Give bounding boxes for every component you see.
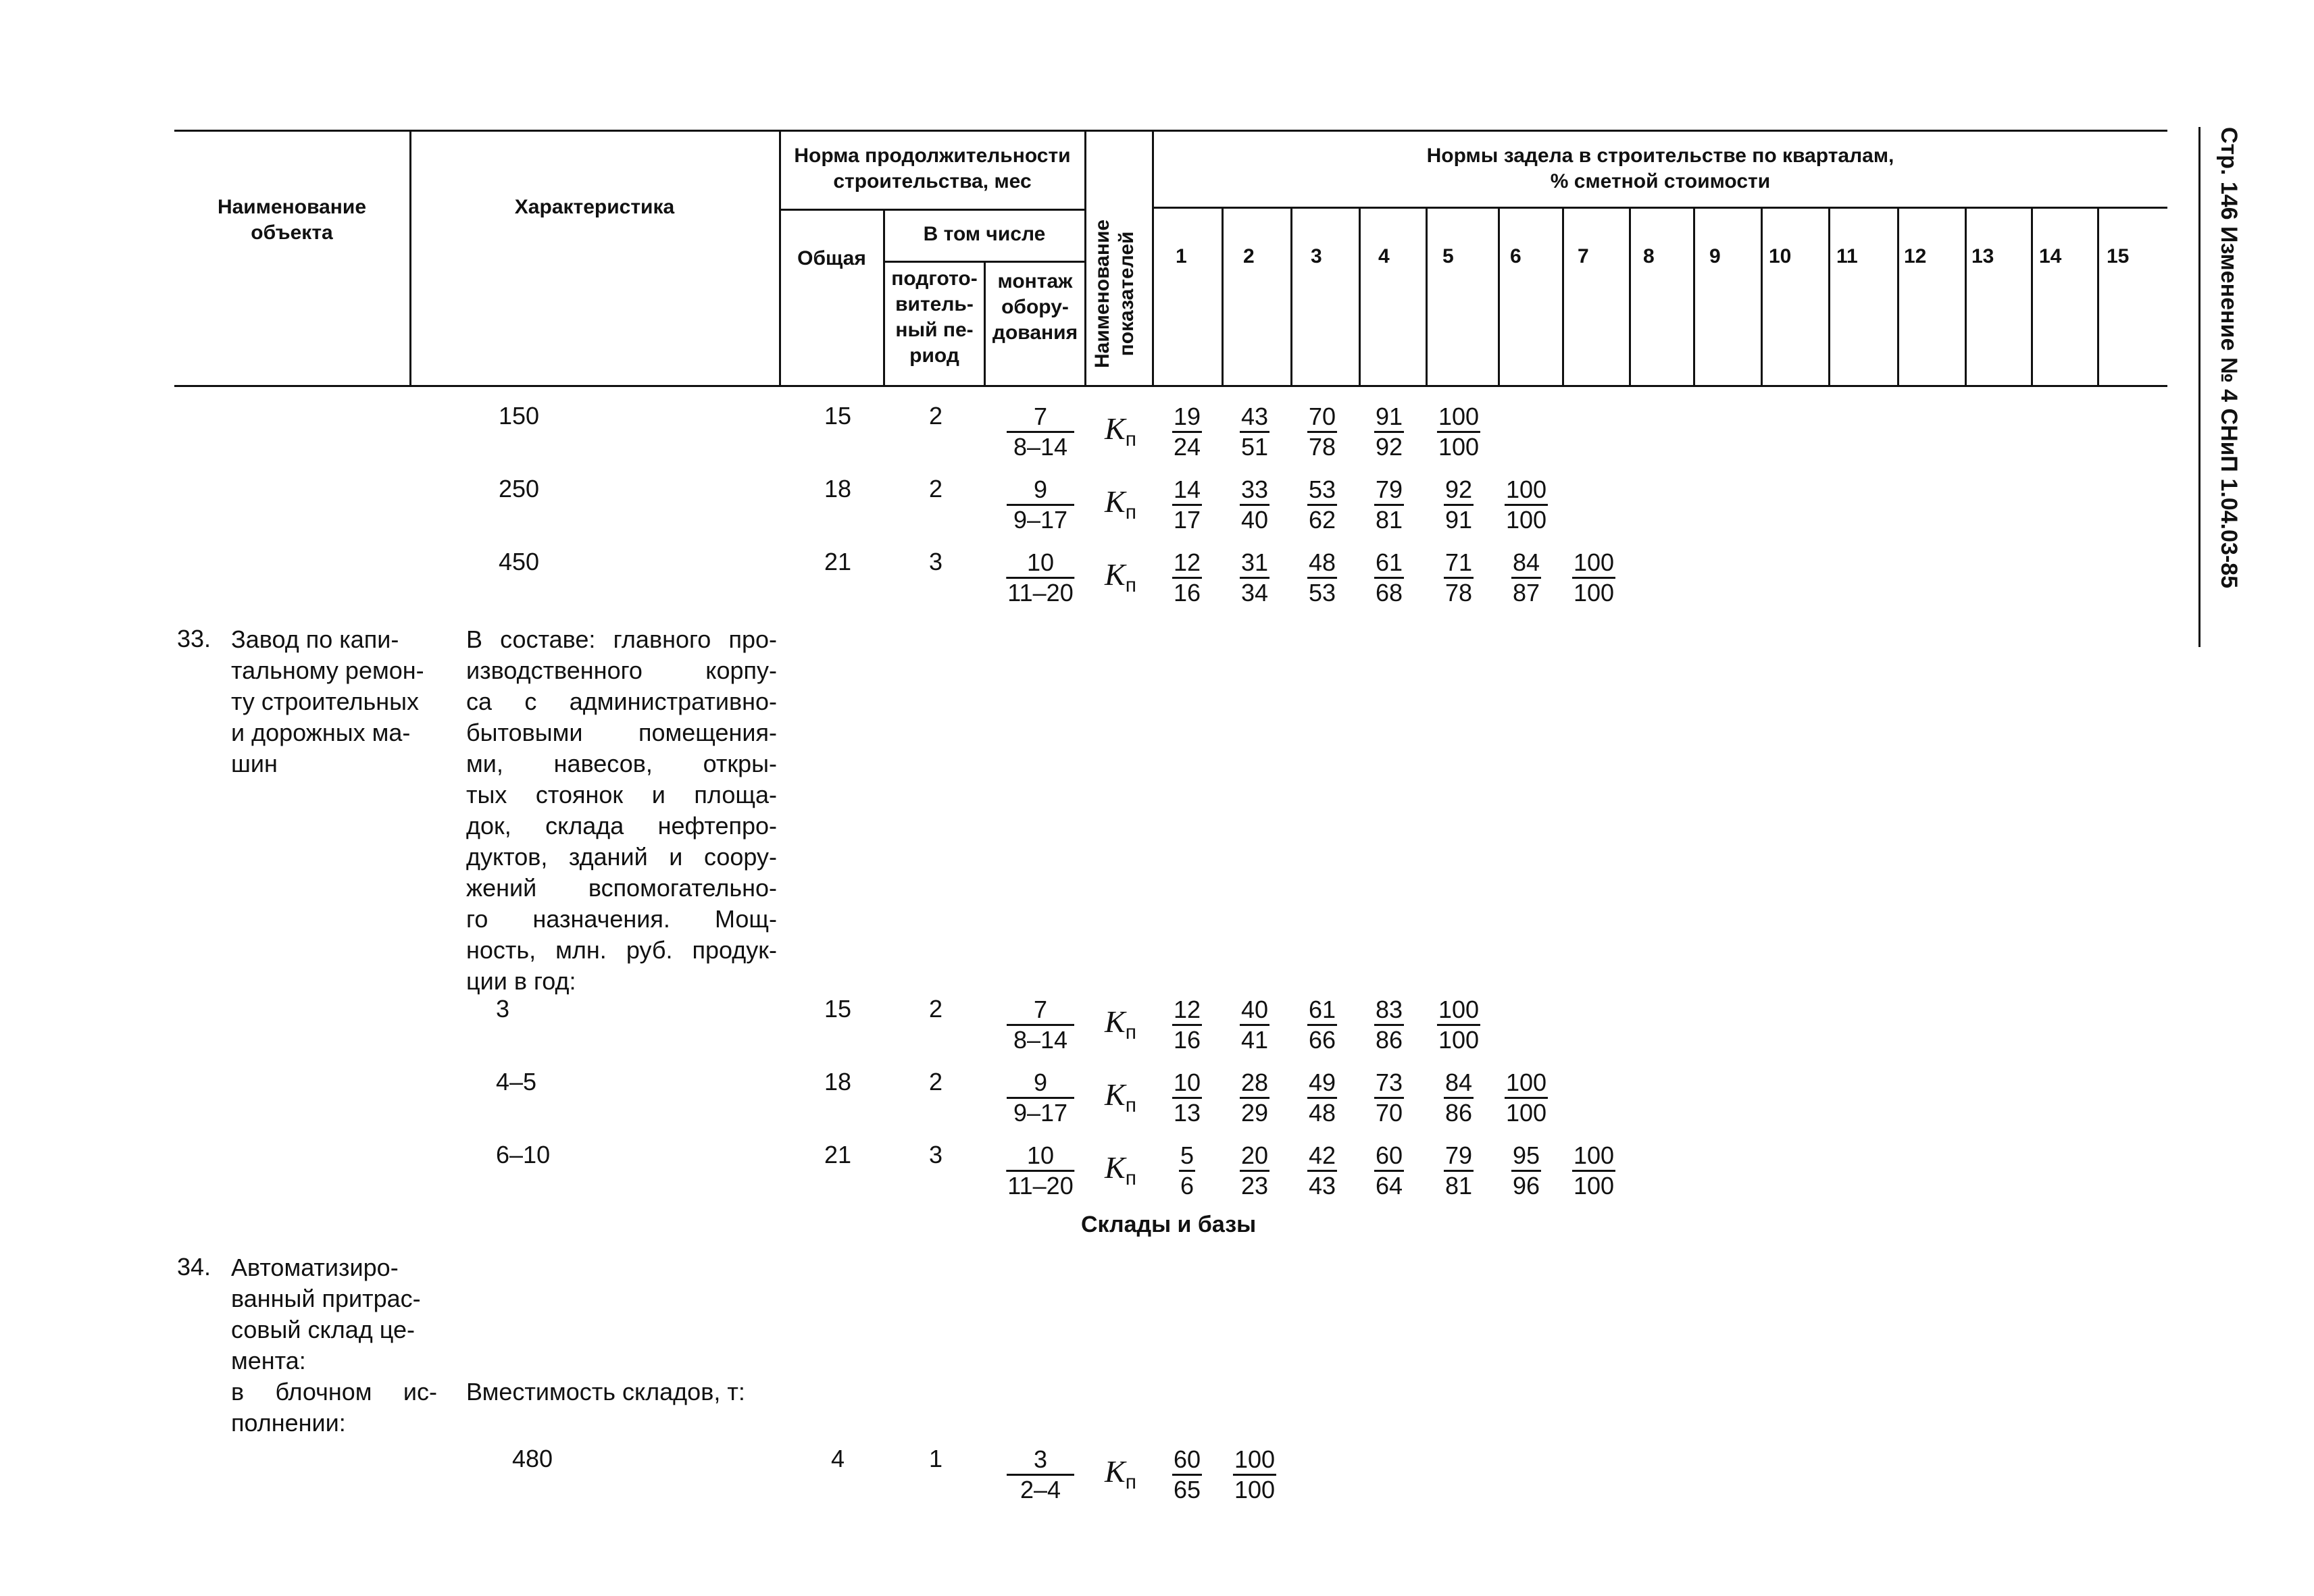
quarter-1-value [1172,403,1202,461]
quarter-5-value [1437,996,1480,1054]
total-duration: 21 [824,1141,852,1168]
quarter-5-value [1444,1141,1474,1200]
capacity-value: 480 [512,1445,553,1472]
quarter-1-value-denominator: 16 [1173,1026,1201,1054]
indicator-kp-sub: п [1125,1167,1136,1190]
quarter-5-value-numerator: 84 [1444,1069,1473,1096]
quarter-4-value [1374,996,1404,1054]
quarter-5-value-denominator: 78 [1444,579,1473,607]
quarter-1-value-denominator: 17 [1173,506,1201,534]
quarter-6-value-numerator: 100 [1505,475,1547,503]
prep-period: 3 [928,1141,943,1168]
quarter-5-value-numerator: 100 [1438,996,1480,1023]
quarter-3-value-numerator: 70 [1308,403,1336,430]
quarter-2-value [1240,548,1269,607]
quarter-2-value-denominator: 23 [1240,1172,1269,1200]
quarter-4-value [1374,1141,1404,1200]
prep-period: 1 [928,1445,943,1472]
quarter-1-value-numerator: 5 [1180,1141,1194,1169]
mount-duration-numerator: 9 [1033,1069,1048,1096]
mount-duration-denominator: 9–17 [1013,1099,1068,1127]
quarter-6-value [1505,475,1548,534]
item-34-description: Вместимость складов, т: [466,1378,745,1406]
quarter-4-value-numerator: 60 [1375,1141,1403,1169]
item-34-name: Автоматизиро- ванный притрас- совый склад це- мента: в блочном ис- полнении: [231,1254,437,1437]
item-33-name: Завод по капи- тальному ремон- ту строительных и дорожных ма- шин [231,625,424,777]
quarter-5-value-denominator: 100 [1438,1026,1480,1054]
header-incl: В том числе [923,223,1046,245]
quarter-2-value-numerator: 43 [1240,403,1269,430]
header-duration-group: Норма продолжительности строительства, мес [794,145,1071,192]
quarter-1-value [1172,475,1202,534]
quarter-3-value-denominator: 62 [1308,506,1336,534]
mount-duration-numerator: 10 [1026,1141,1055,1169]
quarter-1-value [1172,548,1202,607]
quarter-1-value-numerator: 19 [1173,403,1201,430]
prep-period: 3 [928,548,943,575]
quarter-7-value [1572,548,1615,607]
quarter-4-value-numerator: 91 [1375,403,1403,430]
quarter-11: 11 [1836,245,1858,267]
quarter-9: 9 [1709,245,1721,267]
mount-duration-denominator: 8–14 [1013,433,1068,461]
quarter-5-value-denominator: 81 [1444,1172,1473,1200]
header-name-col: Наименование объекта [217,196,367,244]
mount-duration [1007,996,1074,1054]
quarter-3-value-numerator: 49 [1308,1069,1336,1096]
indicator-kp: $K_п$ [1105,484,1136,524]
quarter-2-value-denominator: 51 [1240,433,1269,461]
quarter-1-value-denominator: 16 [1173,579,1201,607]
quarter-7-value-denominator: 100 [1573,579,1615,607]
quarter-6-value [1511,548,1541,607]
indicator-kp: $K_п$ [1105,1454,1136,1494]
indicator-kp-sub: п [1125,501,1136,524]
mount-duration-denominator: 11–20 [1007,579,1074,607]
indicator-kp-sub: п [1125,1094,1136,1117]
quarter-1-value-numerator: 14 [1173,475,1201,503]
header-norms-group: Нормы задела в строительстве по кварталам, % сметной стоимости [1426,145,1894,192]
quarter-13: 13 [1971,245,1994,267]
quarter-2-value-denominator: 40 [1240,506,1269,534]
quarter-6-value-denominator: 100 [1505,506,1547,534]
total-duration: 15 [824,995,852,1023]
quarter-2-value [1233,1445,1276,1504]
header-indicator: Наименование показателей [1091,219,1138,368]
mount-duration [1006,1141,1074,1200]
quarter-10: 10 [1769,245,1792,267]
quarter-3-value [1307,475,1337,534]
total-duration: 15 [824,402,852,430]
quarter-4-value-numerator: 73 [1375,1069,1403,1096]
quarter-2-value-numerator: 100 [1234,1445,1276,1473]
quarter-2-value [1240,1141,1269,1200]
quarter-4-value-numerator: 83 [1375,996,1403,1023]
header-characteristic: Характеристика [514,196,675,218]
quarter-1-value [1172,1445,1202,1504]
quarter-2-value [1240,475,1269,534]
indicator-kp: $K_п$ [1105,1077,1136,1117]
total-duration: 18 [824,1068,852,1096]
quarter-1-value-denominator: 65 [1173,1476,1201,1503]
quarter-1: 1 [1176,245,1187,267]
indicator-kp: $K_п$ [1105,557,1136,597]
indicator-kp-sub: п [1125,428,1136,451]
quarter-6-value [1511,1141,1541,1200]
quarter-5-value [1444,548,1474,607]
capacity-value: 4–5 [496,1068,537,1096]
total-duration: 18 [824,475,852,503]
quarter-15: 15 [2107,245,2130,267]
mount-duration-numerator: 10 [1026,548,1055,576]
mount-duration-denominator: 11–20 [1007,1172,1074,1200]
indicator-kp: $K_п$ [1105,1004,1136,1044]
mount-duration-numerator: 7 [1033,403,1048,430]
mount-duration [1007,403,1074,461]
quarter-1-value-denominator: 24 [1173,433,1201,461]
quarter-1-value [1179,1141,1195,1200]
quarter-3-value-denominator: 43 [1308,1172,1336,1200]
quarter-7: 7 [1578,245,1589,267]
quarter-7-value-denominator: 100 [1573,1172,1615,1200]
indicator-kp-sub: п [1125,1021,1136,1044]
capacity-value: 6–10 [496,1141,551,1168]
quarter-1-value [1172,1069,1202,1127]
mount-duration [1007,1445,1074,1504]
mount-duration [1007,475,1074,534]
prep-period: 2 [928,1068,943,1096]
mount-duration-numerator: 3 [1033,1445,1048,1473]
quarter-2-value [1240,1069,1269,1127]
indicator-kp-sub: п [1125,574,1136,597]
quarter-1-value-denominator: 13 [1173,1099,1201,1127]
quarter-4-value [1374,475,1404,534]
quarter-4-value-numerator: 61 [1375,548,1403,576]
quarter-6-value-denominator: 100 [1505,1099,1547,1127]
quarter-12: 12 [1904,245,1927,267]
total-duration: 21 [824,548,852,575]
quarter-1-value-numerator: 12 [1173,996,1201,1023]
header-mount: монтаж обору- дования [992,270,1078,344]
quarter-2-value-denominator: 100 [1234,1476,1276,1503]
side-header: Стр. 146 Изменение № 4 СНиП 1.04.03-85 [2216,127,2242,589]
quarter-1-value [1172,996,1202,1054]
prep-period: 2 [928,402,943,430]
quarter-3-value-numerator: 61 [1308,996,1336,1023]
mount-duration-denominator: 8–14 [1013,1026,1068,1054]
quarter-1-value-numerator: 60 [1173,1445,1201,1473]
quarter-1-value-numerator: 12 [1173,548,1201,576]
quarter-5-value-denominator: 91 [1444,506,1473,534]
indicator-kp: $K_п$ [1105,411,1136,451]
quarter-6-value-numerator: 100 [1505,1069,1547,1096]
side-header-rule [2198,127,2200,647]
quarter-2-value-numerator: 33 [1240,475,1269,503]
capacity-value: 3 [496,995,510,1023]
quarter-4-value-denominator: 81 [1375,506,1403,534]
quarter-2-value [1240,996,1269,1054]
quarter-5-value-numerator: 100 [1438,403,1480,430]
quarter-2-value-denominator: 41 [1240,1026,1269,1054]
quarter-1-value-numerator: 10 [1173,1069,1201,1096]
quarter-7-value [1572,1141,1615,1200]
prep-period: 2 [928,995,943,1023]
quarter-2-value-numerator: 28 [1240,1069,1269,1096]
quarter-7-value-numerator: 100 [1573,548,1615,576]
quarter-7-value-numerator: 100 [1573,1141,1615,1169]
mount-duration [1007,1069,1074,1127]
quarter-4: 4 [1378,245,1390,267]
quarter-3-value [1307,1069,1337,1127]
quarter-3-value-numerator: 53 [1308,475,1336,503]
header-prep: подгото- витель- ный пе- риод [891,267,978,367]
quarter-4-value [1374,403,1404,461]
mount-duration-numerator: 9 [1033,475,1048,503]
quarter-1-value-denominator: 6 [1180,1172,1194,1200]
quarter-3-value [1307,996,1337,1054]
quarter-4-value-denominator: 64 [1375,1172,1403,1200]
quarter-3-value [1307,1141,1337,1200]
capacity-value: 250 [499,475,540,503]
quarter-3: 3 [1311,245,1322,267]
quarter-2-value-denominator: 29 [1240,1099,1269,1127]
quarter-5: 5 [1442,245,1454,267]
quarter-3-value [1307,403,1337,461]
indicator-kp-sub: п [1125,1471,1136,1494]
quarter-3-value-denominator: 66 [1308,1026,1336,1054]
quarter-6-value-numerator: 84 [1512,548,1540,576]
total-duration: 4 [830,1445,845,1472]
quarter-5-value-numerator: 92 [1444,475,1473,503]
item-33-number: 33. [177,625,211,652]
quarter-4-value [1374,548,1404,607]
header-total: Общая [797,247,866,269]
quarter-5-value [1444,1069,1474,1127]
quarter-4-value-denominator: 92 [1375,433,1403,461]
quarter-5-value-numerator: 79 [1444,1141,1473,1169]
item-33-description: В составе: главного про- изводственного корпу- са с административно- бытовыми помещения- ми, навесов, откры- тых стоянок и площа- док, склада нефтепро- дуктов, зданий и соору- жений вспомогательно- го назначения. Мощ- ность, млн. руб. продук- ции в год: [466,625,777,995]
quarter-5-value-denominator: 100 [1438,433,1480,461]
quarter-4-value-denominator: 70 [1375,1099,1403,1127]
quarter-5-value-denominator: 86 [1444,1099,1473,1127]
quarter-14: 14 [2039,245,2062,267]
quarter-4-value-denominator: 86 [1375,1026,1403,1054]
quarter-6-value-numerator: 95 [1512,1141,1540,1169]
mount-duration [1006,548,1074,607]
quarter-5-value [1437,403,1480,461]
quarter-4-value-denominator: 68 [1375,579,1403,607]
quarter-2-value-numerator: 40 [1240,996,1269,1023]
quarter-3-value-denominator: 48 [1308,1099,1336,1127]
item-34-number: 34. [177,1253,211,1281]
quarter-3-value-denominator: 53 [1308,579,1336,607]
prep-period: 2 [928,475,943,503]
quarter-5-value-numerator: 71 [1444,548,1473,576]
quarter-6-value [1505,1069,1548,1127]
indicator-kp: $K_п$ [1105,1150,1136,1190]
capacity-value: 150 [499,402,540,430]
quarter-6-value-denominator: 87 [1512,579,1540,607]
quarter-6-value-denominator: 96 [1512,1172,1540,1200]
mount-duration-denominator: 2–4 [1020,1476,1061,1503]
quarter-2-value-denominator: 34 [1240,579,1269,607]
quarter-3-value [1307,548,1337,607]
quarter-2: 2 [1243,245,1255,267]
quarter-3-value-numerator: 42 [1308,1141,1336,1169]
quarter-6: 6 [1510,245,1521,267]
quarter-4-value [1374,1069,1404,1127]
section-title: Склады и базы [1081,1212,1257,1237]
quarter-3-value-numerator: 48 [1308,548,1336,576]
quarter-3-value-denominator: 78 [1308,433,1336,461]
mount-duration-numerator: 7 [1033,996,1048,1023]
quarter-2-value-numerator: 20 [1240,1141,1269,1169]
quarter-2-value [1240,403,1269,461]
mount-duration-denominator: 9–17 [1013,506,1068,534]
quarter-5-value [1444,475,1474,534]
quarter-8: 8 [1643,245,1655,267]
quarter-2-value-numerator: 31 [1240,548,1269,576]
quarter-4-value-numerator: 79 [1375,475,1403,503]
capacity-value: 450 [499,548,540,575]
